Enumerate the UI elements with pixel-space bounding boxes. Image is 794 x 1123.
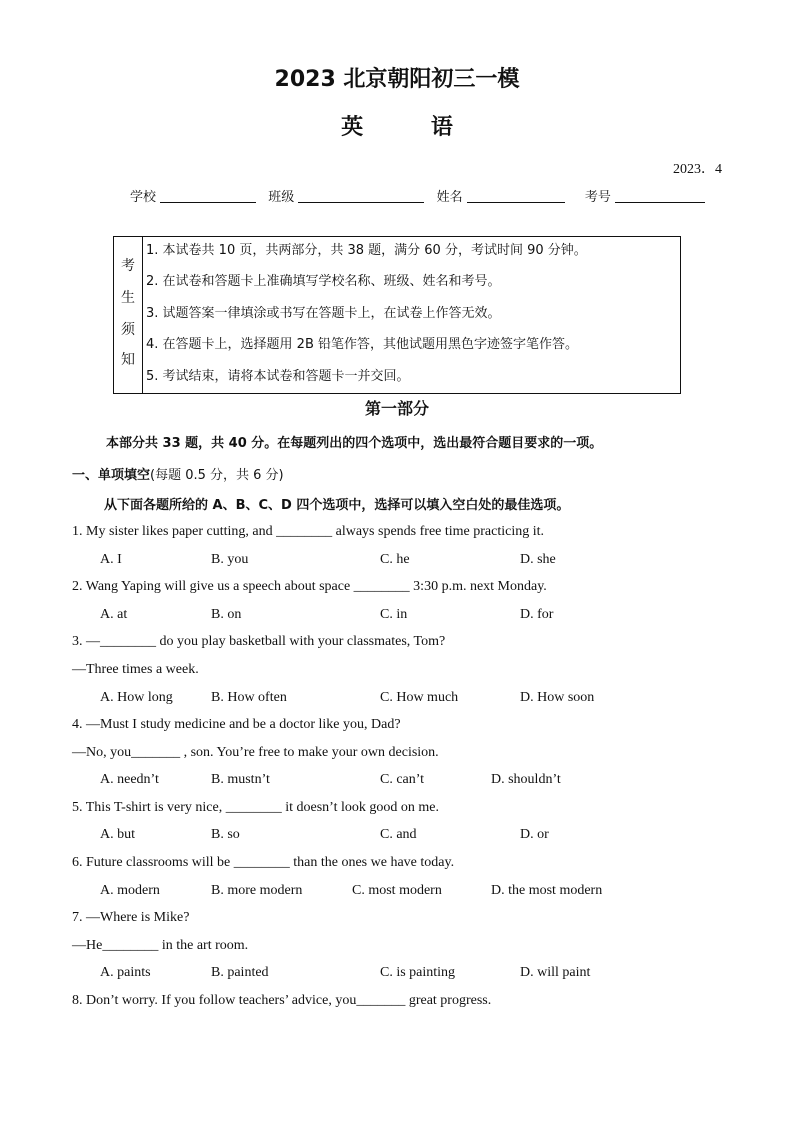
question-stem: 7. —Where is Mike? bbox=[72, 910, 190, 925]
option-b[interactable]: B. so bbox=[211, 827, 240, 842]
question-stem-line: —He________ in the art room. bbox=[72, 938, 249, 953]
notice-item: 5. 考试结束，请将本试卷和答题卡一并交回。 bbox=[146, 369, 410, 384]
question-stem: 8. Don’t worry. If you follow teachers’ advice, you_______ great progress. bbox=[72, 993, 492, 1008]
option-c[interactable]: C. How much bbox=[380, 690, 459, 705]
exam-title: 2023 北京朝阳初三一模 bbox=[274, 67, 520, 92]
option-b[interactable]: B. more modern bbox=[211, 883, 303, 898]
option-d[interactable]: D. shouldn’t bbox=[491, 772, 561, 787]
class-field[interactable] bbox=[298, 188, 424, 203]
notice-side-char: 知 bbox=[121, 352, 135, 368]
option-d[interactable]: D. How soon bbox=[520, 690, 595, 705]
notice-item: 4. 在答题卡上，选择题用 2B 铅笔作答，其他试题用黑色字迹签字笔作答。 bbox=[146, 337, 578, 352]
section-one-note: (每题 0.5 分，共 6 分) bbox=[150, 468, 284, 483]
option-c[interactable]: C. and bbox=[380, 827, 417, 842]
question-stem: 1. My sister likes paper cutting, and ________ always spends free time practicing it. bbox=[72, 524, 545, 539]
option-b[interactable]: B. painted bbox=[211, 965, 269, 980]
option-c[interactable]: C. most modern bbox=[352, 883, 442, 898]
option-c[interactable]: C. in bbox=[380, 607, 408, 622]
part-one-intro-instruction: 在每题列出的四个选项中，选出最符合题目要求的一项。 bbox=[277, 436, 603, 451]
question-stem: 2. Wang Yaping will give us a speech about space ________ 3:30 p.m. next Monday. bbox=[72, 579, 547, 594]
school-field[interactable] bbox=[160, 188, 256, 203]
option-b[interactable]: B. you bbox=[211, 552, 249, 567]
option-d[interactable]: D. she bbox=[520, 552, 556, 567]
option-a[interactable]: A. at bbox=[100, 607, 128, 622]
school-label: 学校 bbox=[130, 190, 157, 205]
option-d[interactable]: D. the most modern bbox=[491, 883, 603, 898]
question-stem: 4. —Must I study medicine and be a doctor like you, Dad? bbox=[72, 717, 401, 732]
section-one-heading bbox=[72, 464, 284, 483]
part-one-title: 第一部分 bbox=[364, 399, 429, 418]
notice-item: 3. 试题答案一律填涂或书写在答题卡上，在试卷上作答无效。 bbox=[146, 306, 501, 321]
part-one-intro-count: 本部分共 33 题，共 40 分。 bbox=[106, 436, 278, 451]
section-one-instruction: 从下面各题所给的 A、B、C、D 四个选项中，选择可以填入空白处的最佳选项。 bbox=[104, 498, 570, 513]
notice-side-char: 考 bbox=[121, 258, 135, 274]
option-a[interactable]: A. but bbox=[100, 827, 135, 842]
option-a[interactable]: A. paints bbox=[100, 965, 151, 980]
notice-side-label bbox=[114, 237, 143, 393]
notice-item: 2. 在试卷和答题卡上准确填写学校名称、班级、姓名和考号。 bbox=[146, 274, 501, 289]
section-one-title: 一、单项填空 bbox=[72, 468, 151, 483]
question-stem-line: —No, you_______ , son. You’re free to make your own decision. bbox=[72, 745, 439, 760]
notice-side-char: 生 bbox=[121, 290, 135, 306]
name-label: 姓名 bbox=[436, 190, 463, 205]
option-b[interactable]: B. mustn’t bbox=[211, 772, 270, 787]
option-c[interactable]: C. he bbox=[380, 552, 410, 567]
option-d[interactable]: D. for bbox=[520, 607, 554, 622]
option-c[interactable]: C. is painting bbox=[380, 965, 456, 980]
option-d[interactable]: D. or bbox=[520, 827, 549, 842]
class-label: 班级 bbox=[268, 190, 295, 205]
exam-notice-box bbox=[113, 236, 681, 394]
name-field[interactable] bbox=[467, 188, 565, 203]
option-d[interactable]: D. will paint bbox=[520, 965, 591, 980]
question-stem: 6. Future classrooms will be ________ than the ones we have today. bbox=[72, 855, 455, 870]
student-info-row bbox=[130, 186, 713, 205]
option-a[interactable]: A. I bbox=[100, 552, 122, 567]
question-stem-line: —Three times a week. bbox=[72, 662, 199, 677]
option-b[interactable]: B. How often bbox=[211, 690, 287, 705]
option-c[interactable]: C. can’t bbox=[380, 772, 425, 787]
option-a[interactable]: A. How long bbox=[100, 690, 173, 705]
option-b[interactable]: B. on bbox=[211, 607, 242, 622]
exam-date: 2023．4 bbox=[673, 162, 722, 177]
notice-side-char: 须 bbox=[121, 322, 135, 338]
notice-item: 1. 本试卷共 10 页，共两部分，共 38 题，满分 60 分，考试时间 90 分钟。 bbox=[146, 243, 587, 258]
question-stem: 5. This T-shirt is very nice, ________ it doesn’t look good on me. bbox=[72, 800, 439, 815]
question-stem: 3. —________ do you play basketball with your classmates, Tom? bbox=[72, 634, 446, 649]
exam-number-label: 考号 bbox=[584, 190, 611, 205]
option-a[interactable]: A. modern bbox=[100, 883, 160, 898]
option-a[interactable]: A. needn’t bbox=[100, 772, 159, 787]
exam-number-field[interactable] bbox=[615, 188, 705, 203]
part-one-intro bbox=[106, 432, 602, 451]
exam-subject: 英 语 bbox=[341, 115, 483, 140]
